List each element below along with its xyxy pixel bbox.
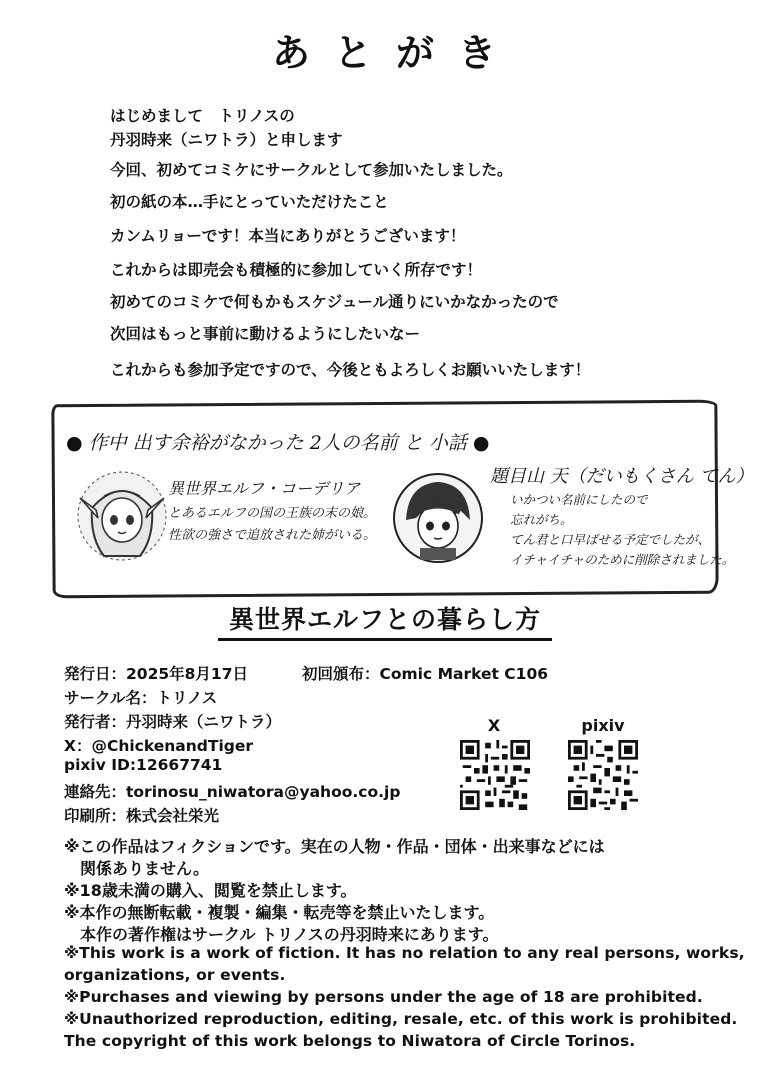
sketch-heading: ● 作中 出す余裕がなかった 2人の名前 と 小話 ●: [66, 432, 490, 454]
qr-pixiv-label: pixiv: [581, 716, 625, 735]
message-line: これからは即売会も積極的に参加していく所存です！: [110, 261, 483, 279]
notice-en-line: The copyright of this work belongs to Niwatora of Circle Torinos.: [64, 1032, 636, 1050]
issue-date: 発行日：2025年8月17日: [64, 665, 248, 683]
notice-jp-line: ※18歳未満の購入、閲覧を禁止します。: [64, 881, 357, 900]
notice-jp-line: 本作の著作権はサークル トリノスの丹羽時来にあります。: [64, 925, 499, 944]
printer: 印刷所：株式会社栄光: [64, 807, 220, 825]
publisher: 発行者：丹羽時来（ニワトラ）: [64, 713, 282, 731]
book-title: 異世界エルフとの暮らし方: [228, 605, 541, 634]
notice-jp-line: 関係ありません。: [64, 859, 209, 878]
pixiv-id: pixiv ID:12667741: [64, 756, 223, 774]
message-line: はじめまして トリノスの: [110, 107, 295, 125]
pixiv-qr-code[interactable]: [568, 740, 638, 810]
x-qr-code[interactable]: [460, 740, 530, 810]
notice-en-line: ※Unauthorized reproduction, editing, resale, etc. of this work is prohibited.: [64, 1010, 738, 1028]
notice-en-line: organizations, or events.: [64, 966, 286, 984]
notice-jp-line: ※この作品はフィクションです。実在の人物・作品・団体・出来事などには: [64, 837, 605, 856]
contact: 連絡先：torinosu_niwatora@yahoo.co.jp: [64, 783, 401, 801]
elf-note-line: とあるエルフの国の王族の末の娘。: [168, 506, 377, 521]
message-line: これからも参加予定ですので、今後ともよろしくお願いいたします！: [110, 361, 591, 379]
message-line: 初の紙の本…手にとっていただけたこと: [110, 193, 389, 211]
qr-x-label: X: [487, 716, 501, 735]
message-line: 初めてのコミケで何もかもスケジュール通りにいかなかったので: [110, 293, 559, 311]
boy-note-line: いかつい名前にしたので: [510, 492, 648, 507]
notice-en-line: ※Purchases and viewing by persons under the age of 18 are prohibited.: [64, 988, 703, 1006]
boy-note-line: 忘れがち。: [510, 512, 573, 527]
first-distribution: 初回頒布：Comic Market C106: [302, 665, 549, 683]
boy-note-line: てん君と口早ばせる予定でしたが、: [510, 532, 711, 547]
elf-name: 異世界エルフ・コーデリア: [168, 479, 361, 498]
notice-jp-line: ※本作の無断転載・複製・編集・転売等を禁止いたします。: [64, 903, 495, 922]
title-underline: [218, 638, 552, 641]
message-line: 丹羽時来（ニワトラ）と申します: [110, 131, 343, 149]
boy-name: 題目山 天（だいもくさん てん）: [490, 466, 754, 487]
boy-note-line: イチャイチャのために削除されました。: [510, 552, 735, 567]
notice-en-line: ※This work is a work of fiction. It has no relation to any real persons, works,: [64, 944, 745, 962]
elf-note-line: 性欲の強さで追放された姉がいる。: [168, 528, 377, 543]
message-line: 次回はもっと事前に動けるようにしたいなー: [110, 325, 421, 343]
elf-character-illustration: [74, 468, 170, 564]
page-title: あとがき: [271, 31, 520, 75]
circle-name: サークル名：トリノス: [64, 689, 218, 707]
message-line: カンムリョーです！本当にありがとうございます！: [110, 227, 466, 245]
message-line: 今回、初めてコミケにサークルとして参加いたしました。: [110, 161, 513, 179]
boy-character-illustration: [390, 470, 486, 566]
x-account: X：@ChickenandTiger: [64, 737, 254, 755]
